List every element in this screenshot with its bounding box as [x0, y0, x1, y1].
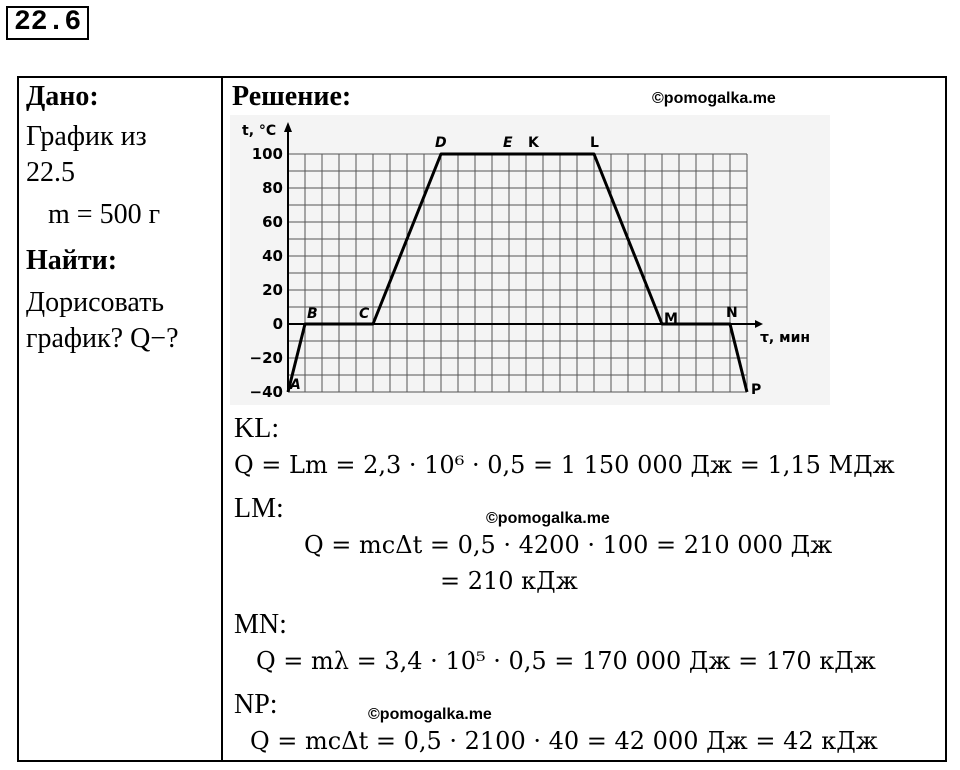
- y-tick-label: 20: [262, 281, 283, 299]
- watermark: ©pomogalka.me: [486, 510, 610, 527]
- find-line-2: график? Q−?: [26, 323, 179, 354]
- watermark: ©pomogalka.me: [368, 706, 492, 723]
- point-label-d: D: [435, 135, 447, 151]
- y-tick-label: 100: [251, 145, 283, 163]
- point-label-n: N: [726, 305, 738, 321]
- y-tick-label: 40: [262, 247, 283, 265]
- point-label-m: M: [664, 311, 678, 327]
- step-formula-lm-cont: = 210 кДж: [440, 567, 578, 595]
- temperature-chart: [230, 115, 830, 405]
- given-heading: Дано:: [26, 81, 99, 112]
- point-label-k: K: [528, 135, 539, 151]
- step-label-mn: MN:: [234, 609, 287, 640]
- find-heading: Найти:: [26, 245, 118, 276]
- point-label-p: P: [751, 382, 762, 398]
- given-mass: m = 500 г: [48, 199, 161, 230]
- problem-number: 22.6: [6, 6, 89, 40]
- step-formula-mn: Q = mλ = 3,4 · 10⁵ · 0,5 = 170 000 Дж = 170 кДж: [256, 647, 876, 675]
- y-tick-label: 0: [272, 315, 283, 333]
- point-label-l: L: [590, 135, 599, 151]
- y-tick-label: −20: [249, 349, 283, 367]
- given-line-1: График из: [26, 121, 147, 152]
- step-label-lm: LM:: [234, 493, 284, 524]
- watermark: ©pomogalka.me: [652, 90, 776, 107]
- step-label-kl: KL:: [234, 413, 280, 444]
- point-label-a: A: [290, 377, 301, 393]
- y-tick-label: −40: [249, 383, 283, 401]
- step-formula-np: Q = mcΔt = 0,5 · 2100 · 40 = 42 000 Дж = 42 кДж: [250, 727, 878, 755]
- step-formula-kl: Q = Lm = 2,3 · 10⁶ · 0,5 = 1 150 000 Дж = 1,15 МДж: [234, 451, 895, 479]
- given-line-2: 22.5: [26, 157, 75, 188]
- y-tick-label: 80: [262, 179, 283, 197]
- find-line-1: Дорисовать: [26, 287, 165, 318]
- point-label-b: B: [307, 306, 318, 322]
- y-axis-label: t, °C: [242, 123, 277, 139]
- y-tick-label: 60: [262, 213, 283, 231]
- column-divider: [221, 76, 223, 762]
- x-axis-label: τ, мин: [760, 330, 811, 346]
- step-formula-lm: Q = mcΔt = 0,5 · 4200 · 100 = 210 000 Дж: [304, 531, 833, 559]
- point-label-e: E: [503, 135, 513, 151]
- solution-heading: Решение:: [232, 81, 352, 112]
- point-label-c: C: [359, 306, 370, 322]
- step-label-np: NP:: [234, 689, 278, 720]
